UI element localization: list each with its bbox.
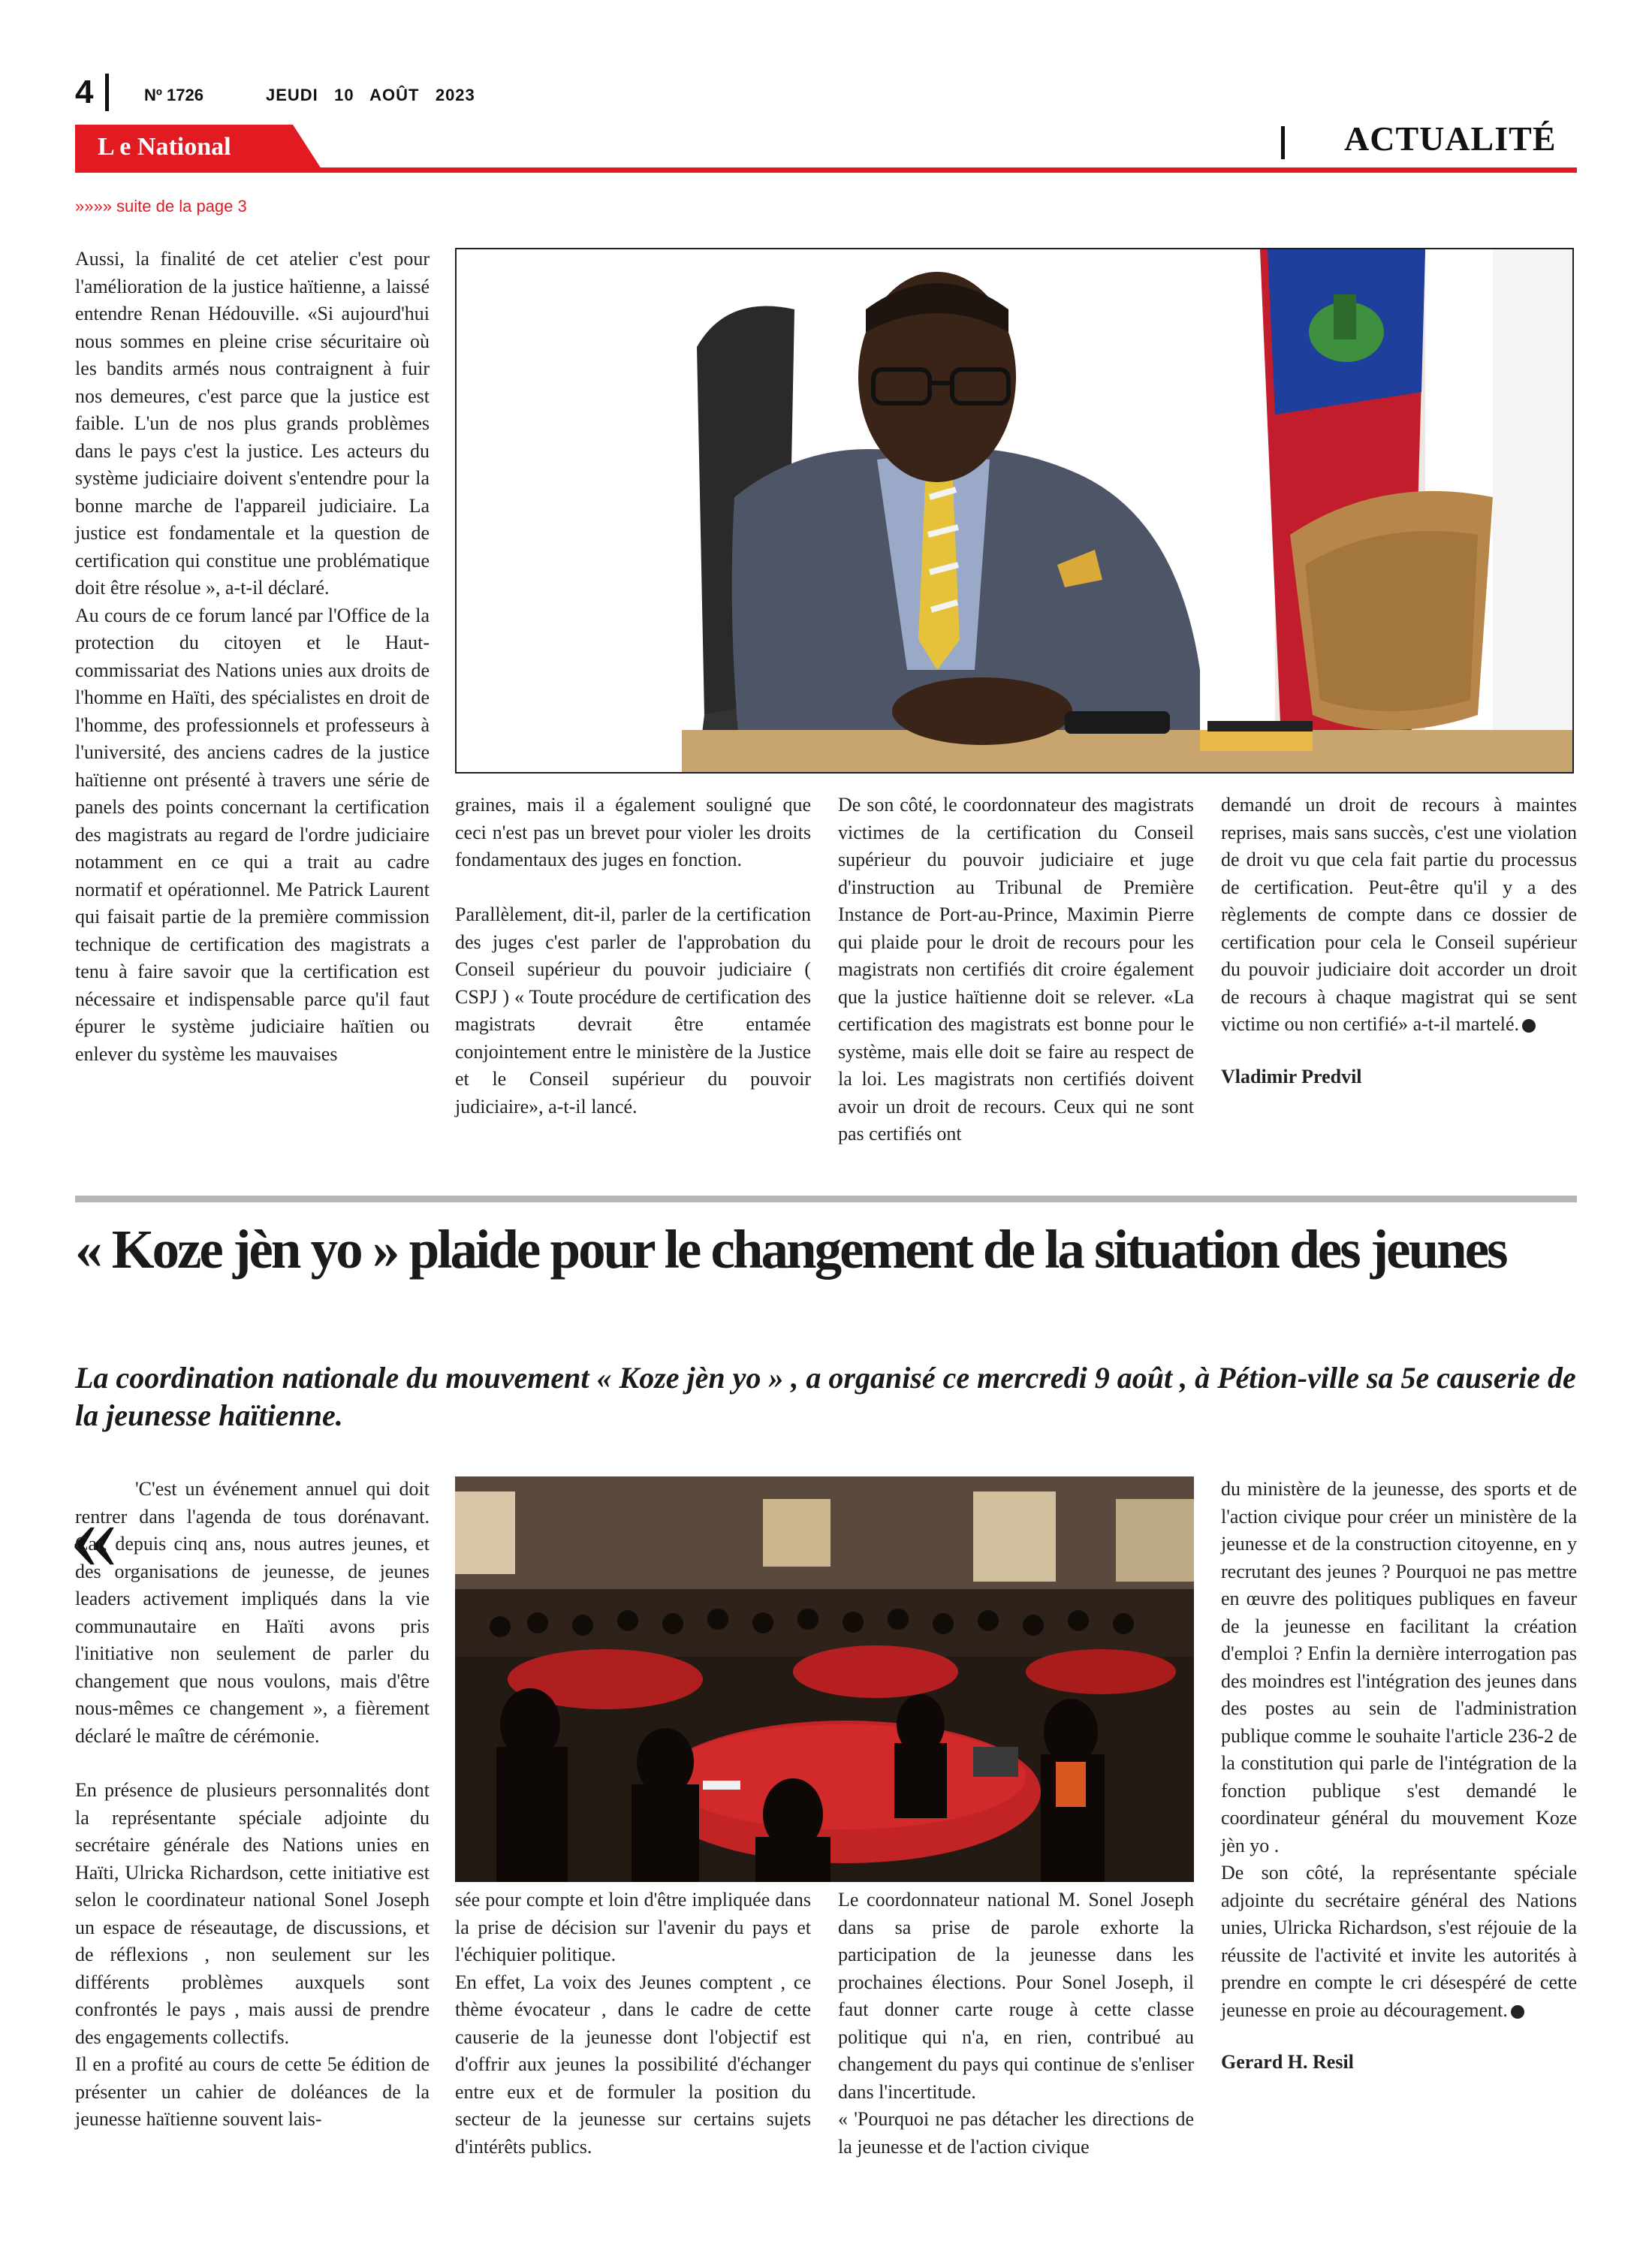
article2-col1-lead: 'C'est un événement annuel qui doit rentrer dans l'agenda de tous dorénavant. Car, depuis cinq ans, nous autres jeunes, et des organisations de jeunesse, de jeunes leaders activement impliqués dans la vie communautaire en Haïti avons pris l'initiative non seulement de parler du changement que nous voulons, mais d'être nous-mêmes ce changement », a fièrement déclaré le maître de cérémonie. [75, 1478, 430, 1747]
youth-conference-photo-image [455, 1476, 1194, 1882]
article1-col1: Aussi, la finalité de cet atelier c'est pour l'amélioration de la justice haïtienne, a laissé entendre Renan Hédouville. «Si aujourd'hui nous sommes en pleine crise sécuritaire où les bandits armés nous contraignent à fuir nos demeures, c'est parce que la justice est faible. L'un de nos plus grands problèmes dans le pays c'est la justice. Les acteurs du système judiciaire doivent s'entendre pour la bonne marche de l'appareil judiciaire. La justice est fondamentale et la question de certification qui constitue une problématique doit être résolue », a-t-il déclaré. Au cours de ce forum lancé par l'Office de la protection du citoyen et le Haut-commissariat des Nations unies aux droits de l'homme en Haïti, des spécialistes en droit de l'homme, des professionnels et professeurs à l'université, des anciens cadres de la justice haïtienne ont présenté à travers une série de panels des points concernant la certification des magistrats au regard de l'ordre judiciaire notamment en ce qui a trait au cadre normatif et opérationnel. Me Patrick Laurent qui faisait partie de la première commission technique de certification des magistrats a tenu à faire savoir que la certification est nécessaire et indispensable parce qu'il faut épurer le système judiciaire haïtien ou enlever du système les mauvaises [75, 248, 430, 1065]
article1-col4-wrap [1221, 792, 1577, 1088]
date-year: 2023 [435, 86, 475, 104]
article2-col4-wrap [1221, 1476, 1577, 2074]
article2-author: Gerard H. Resil [1221, 2051, 1354, 2073]
magistrate-photo-image [457, 249, 1574, 774]
youth-conference-photo [455, 1476, 1194, 1882]
header-rule [75, 167, 1577, 173]
continuation-note: »»»» suite de la page 3 [75, 197, 247, 216]
issue-date [266, 86, 475, 105]
article2-col4: du ministère de la jeunesse, des sports et de l'action civique pour créer un ministère de la jeunesse et de la construction citoyenne, en y recrutant des jeunes ? Pourquoi ne pas mettre en œuvre des politiques publiques en faveur de la jeunesse en facilitant la création d'emploi ? Enfin la dernière interrogation pas des moindres est l'intégration des jeunes dans des postes au sein de l'administration publique comme le souhaite l'article 236-2 de la constitution qui parle de l'intégration de la fonction publique s'est demandé le coordinateur général du mouvement Koze jèn yo . De son côté, la représentante spéciale adjointe du secrétaire général des Nations unies, Ulricka Richardson, s'est réjouie de la réussite de l'activité et invite les autorités à prendre en compte le cri désespéré de cette jeunesse en proie au découragement. [1221, 1478, 1577, 2021]
article2-col1-rest: En présence de plusieurs personnalités dont la représentante spéciale adjointe du secrétaire générale des Nations unies en Haïti, Ulricka Richardson, cette initiative est selon le coordinateur national Sonel Joseph un espace de réseautage, de discussions, et de réflexions , non seulement sur les différents problèmes auxquels sont confrontés le pays , mais aussi de prendre des engagements collectifs. Il en a profité au cours de cette 5e édition de présenter un cahier de doléances de la jeunesse haïtienne souvent lais- [75, 1779, 430, 2130]
page-number-divider [105, 74, 109, 111]
article1-col2: graines, mais il a également souligné que ceci n'est pas un brevet pour violer les droits fondamentaux des juges en fonction. Parallèlement, dit-il, parler de la certification des juges c'est parler de l'approbation du Conseil supérieur du pouvoir judiciaire ( CSPJ ) « Toute procédure de certification des magistrats devrait être entamée conjointement entre le ministère de la Justice et le Conseil supérieur du pouvoir judiciaire», a-t-il lancé. [455, 794, 811, 1117]
end-of-article-mark [1511, 2005, 1524, 2019]
date-number: 10 [334, 86, 354, 104]
section-divider [1281, 126, 1285, 159]
article1-col4: demandé un droit de recours à maintes reprises, mais sans succès, c'est une violation de droit vu que cela fait partie du processus de certification. Peut-être qu'il y a des règlements de compte dans ce dossier de certification pour cela le Conseil supérieur du pouvoir judiciaire doit accorder un droit de recours à chaque magistrat qui se sent victime ou non certifié» a-t-il martelé. [1221, 794, 1577, 1035]
end-of-article-mark [1522, 1019, 1536, 1033]
headline: « Koze jèn yo » plaide pour le changement de la situation des jeunes [75, 1219, 1506, 1280]
article-separator [75, 1196, 1577, 1202]
brand-logo-text: L e National [98, 133, 231, 161]
article2-col3: Le coordonnateur national M. Sonel Joseph dans sa prise de parole exhorte la participation de la jeunesse dans les prochaines élections. Pour Sonel Joseph, il faut donner carte rouge à cette classe politique qui n'a, en rien, contribué au changement du pays qui continue de s'enliser dans l'incertitude. « 'Pourquoi ne pas détacher les directions de la jeunesse et de l'action civique [838, 1889, 1194, 2158]
issue-number: Nº 1726 [144, 86, 203, 104]
dropcap-quote: « [69, 1482, 118, 1590]
article1-author: Vladimir Predvil [1221, 1065, 1362, 1087]
magistrate-photo [455, 248, 1574, 774]
section-label: ACTUALITÉ [1344, 119, 1557, 158]
article2-col2: sée pour compte et loin d'être impliquée dans la prise de décision sur l'avenir du pays et l'échiquier politique. En effet, La voix des Jeunes comptent , ce thème évocateur , dans le cadre de cette causerie de la jeunesse dont l'objectif est d'offrir aux jeunes la possibilité d'échanger entre eux et de formuler la position du secteur de la jeunesse sur certains sujets d'intérêts publics. [455, 1889, 811, 2158]
standfirst: La coordination nationale du mouvement « Koze jèn yo » , a organisé ce mercredi 9 août , à Pétion-ville sa 5e causerie de la jeunesse haïtienne. [75, 1361, 1576, 1432]
article1-col3: De son côté, le coordonnateur des magistrats victimes de la certification du Conseil supérieur du pouvoir judiciaire et juge d'instruction au Tribunal de Première Instance de Port-au-Prince, Maximin Pierre qui plaide pour le droit de recours pour les magistrats non certifiés dit croire également que la justice haïtienne doit se relever. «La certification des magistrats est bonne pour le système, mais elle doit se faire au respect de la loi. Les magistrats non certifiés doivent avoir un droit de recours. Ceux qui ne sont pas certifiés ont [838, 794, 1194, 1145]
date-month: AOÛT [369, 86, 420, 104]
date-day: JEUDI [266, 86, 318, 104]
page-number: 4 [75, 74, 94, 110]
